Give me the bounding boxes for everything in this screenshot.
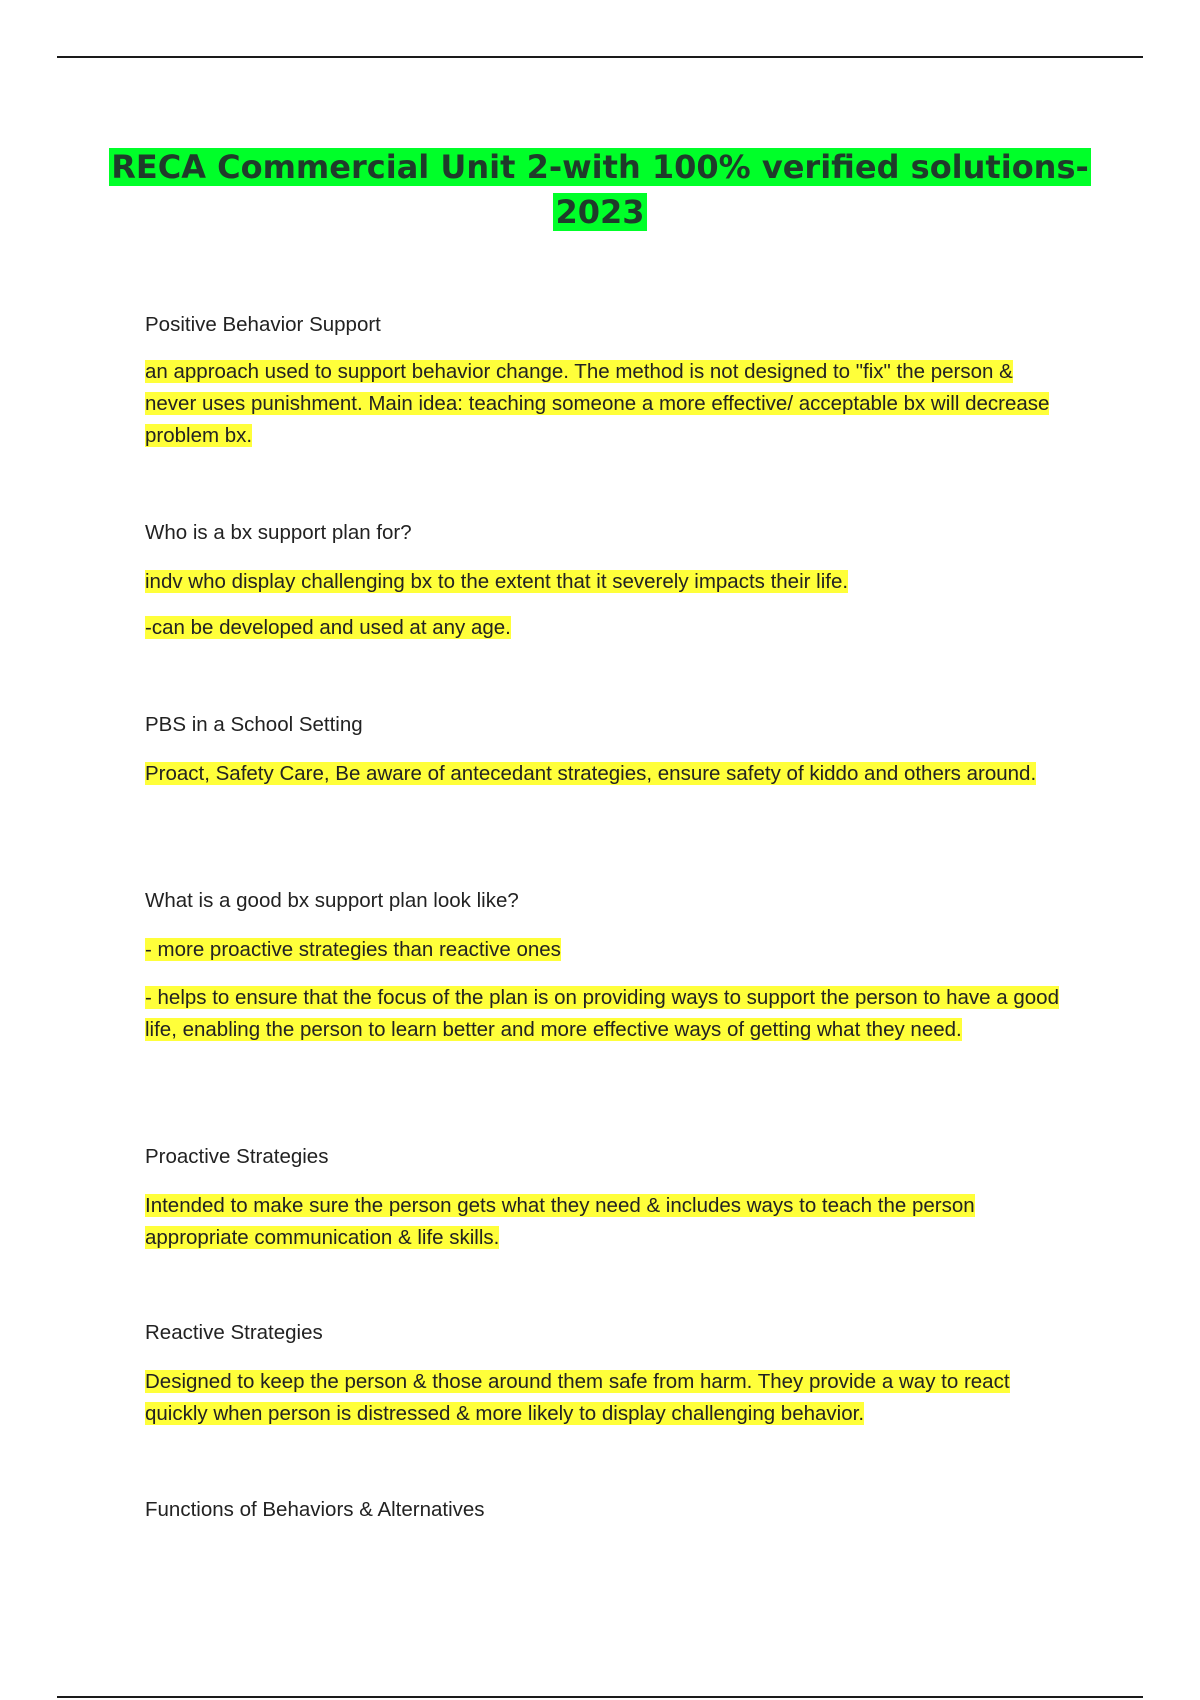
bottom-rule [57,1696,1143,1698]
definition-text: Designed to keep the person & those around them safe from harm. They provide a way to react quickly when person is distressed & more likely to display challenging behavior. [145,1370,1010,1425]
card-definition [145,566,1060,598]
page-title [100,145,1100,235]
title-line-2: 2023 [555,193,645,231]
top-rule [57,56,1143,58]
definition-text: - helps to ensure that the focus of the plan is on providing ways to support the person to have a good life, enabling the person to learn better and more effective ways of getting what they need. [145,986,1059,1041]
card-definition [145,1366,1060,1430]
definition-text: indv who display challenging bx to the extent that it severely impacts their life. [145,570,849,593]
card-definition [145,356,1060,452]
card-definition [145,982,1060,1046]
card-definition [145,612,1060,644]
definition-text: Intended to make sure the person gets what they need & includes ways to teach the person appropriate communication & life skills. [145,1194,975,1249]
card-term: Positive Behavior Support [145,313,381,336]
card-definition [145,934,1060,966]
card-term: What is a good bx support plan look like? [145,889,519,912]
definition-text: Proact, Safety Care, Be aware of antecedant strategies, ensure safety of kiddo and others around. [145,762,1037,785]
card-term: Proactive Strategies [145,1145,329,1168]
card-term: Who is a bx support plan for? [145,521,412,544]
card-definition [145,1190,1060,1254]
definition-text: an approach used to support behavior change. The method is not designed to "fix" the person & never uses punishment. Main idea: teaching someone a more effective/ acceptable bx will decrease problem bx. [145,360,1050,447]
card-term: PBS in a School Setting [145,713,363,736]
card-term: Reactive Strategies [145,1321,323,1344]
title-line-1: RECA Commercial Unit 2-with 100% verified solutions- [111,148,1089,186]
card-term: Functions of Behaviors & Alternatives [145,1498,485,1521]
definition-text: -can be developed and used at any age. [145,616,511,639]
card-definition [145,758,1060,790]
definition-text: - more proactive strategies than reactive ones [145,938,561,961]
